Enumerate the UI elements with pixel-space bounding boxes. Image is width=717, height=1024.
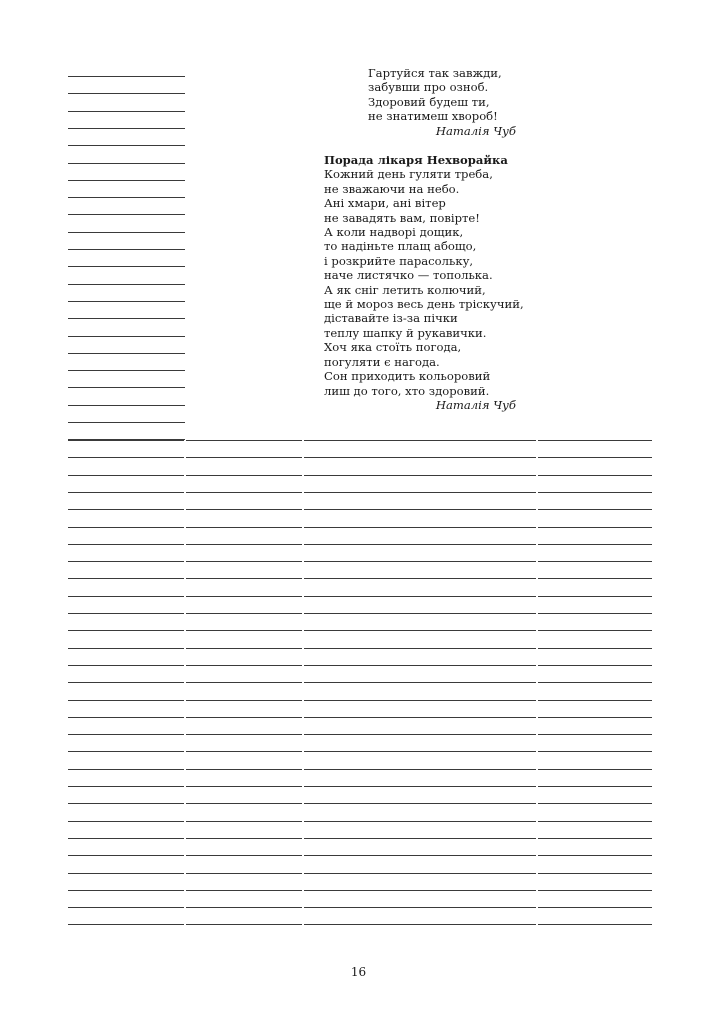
writing-line-segment <box>304 700 420 701</box>
writing-line-segment <box>186 890 302 891</box>
writing-line-segment <box>304 613 420 614</box>
writing-line <box>68 111 185 112</box>
poem-line: то надіньте плащ абощо, <box>324 239 477 254</box>
writing-line-segment <box>304 665 420 666</box>
writing-line-segment <box>538 821 652 822</box>
writing-line <box>68 284 185 285</box>
poem-title: Порада лікаря Нехворайка <box>324 153 508 167</box>
writing-line-segment <box>420 821 536 822</box>
writing-line-segment <box>186 475 302 476</box>
writing-line-segment <box>538 717 652 718</box>
writing-line-segment <box>420 734 536 735</box>
writing-line-segment <box>68 717 184 718</box>
poem-line: Ані хмари, ані вітер <box>324 196 446 211</box>
writing-line <box>68 336 185 337</box>
writing-line-segment <box>420 648 536 649</box>
writing-line-segment <box>420 527 536 528</box>
writing-line-segment <box>538 561 652 562</box>
writing-line-segment <box>68 907 184 908</box>
writing-line-segment <box>538 665 652 666</box>
writing-line-segment <box>538 803 652 804</box>
writing-line <box>68 405 185 406</box>
writing-line-segment <box>420 544 536 545</box>
writing-line-segment <box>186 596 302 597</box>
writing-line <box>68 214 185 215</box>
writing-line <box>68 266 185 267</box>
writing-line-segment <box>420 717 536 718</box>
writing-line-segment <box>186 544 302 545</box>
writing-line-segment <box>304 492 420 493</box>
writing-line-segment <box>420 924 536 925</box>
writing-line-segment <box>538 907 652 908</box>
writing-line-segment <box>304 734 420 735</box>
poem-author: Наталія Чуб <box>435 123 516 138</box>
writing-line-segment <box>186 527 302 528</box>
writing-line-segment <box>304 578 420 579</box>
writing-line-segment <box>420 475 536 476</box>
writing-line-segment <box>538 751 652 752</box>
poem-line: А коли надворі дощик, <box>324 225 464 240</box>
writing-line-segment <box>538 924 652 925</box>
writing-line-segment <box>420 596 536 597</box>
writing-line-segment <box>420 578 536 579</box>
writing-line-segment <box>304 855 420 856</box>
writing-line-segment <box>186 734 302 735</box>
writing-line <box>68 422 185 423</box>
writing-line-segment <box>68 924 184 925</box>
writing-line-segment <box>68 734 184 735</box>
writing-line-segment <box>304 527 420 528</box>
poem-line: погуляти є нагода. <box>324 354 440 369</box>
writing-line-segment <box>186 648 302 649</box>
writing-line-segment <box>420 509 536 510</box>
writing-line-segment <box>304 682 420 683</box>
writing-line-segment <box>186 838 302 839</box>
writing-line-segment <box>538 838 652 839</box>
writing-line-segment <box>304 838 420 839</box>
writing-line-segment <box>420 457 536 458</box>
writing-line-segment <box>304 873 420 874</box>
writing-line-segment <box>68 578 184 579</box>
poem-line: діставайте із-за пічки <box>324 311 458 326</box>
writing-line <box>68 387 185 388</box>
writing-line-segment <box>68 440 184 441</box>
poem-line: лиш до того, хто здоровий. <box>324 383 490 398</box>
writing-line <box>68 370 185 371</box>
writing-line-segment <box>538 700 652 701</box>
writing-line-segment <box>68 561 184 562</box>
writing-line-segment <box>186 751 302 752</box>
writing-line <box>68 76 185 77</box>
writing-line-segment <box>68 855 184 856</box>
writing-line-segment <box>304 475 420 476</box>
writing-line-segment <box>68 475 184 476</box>
poem-line: Гартуйся так завжди, <box>368 66 502 80</box>
writing-line-segment <box>304 769 420 770</box>
writing-line-segment <box>538 527 652 528</box>
writing-line-segment <box>538 890 652 891</box>
writing-line-segment <box>538 613 652 614</box>
writing-line <box>68 353 185 354</box>
writing-line-segment <box>304 786 420 787</box>
poem-line: забувши про озноб. <box>368 80 489 95</box>
writing-line <box>68 249 185 250</box>
writing-line-segment <box>538 578 652 579</box>
writing-line-segment <box>186 509 302 510</box>
poem-line: не завадять вам, повірте! <box>324 210 480 225</box>
writing-line-segment <box>420 838 536 839</box>
writing-line-segment <box>420 855 536 856</box>
writing-line-segment <box>186 665 302 666</box>
poem-hardening <box>368 66 516 138</box>
writing-line-segment <box>538 475 652 476</box>
writing-line-segment <box>420 613 536 614</box>
writing-line-segment <box>186 717 302 718</box>
writing-line-segment <box>186 769 302 770</box>
writing-line-segment <box>68 492 184 493</box>
writing-line-segment <box>538 492 652 493</box>
writing-line-segment <box>68 630 184 631</box>
writing-line-segment <box>420 751 536 752</box>
writing-line-segment <box>68 682 184 683</box>
writing-line-segment <box>68 613 184 614</box>
writing-line-segment <box>68 544 184 545</box>
writing-line <box>68 301 185 302</box>
writing-line-segment <box>68 803 184 804</box>
writing-line-segment <box>420 907 536 908</box>
writing-line-segment <box>304 630 420 631</box>
writing-line-segment <box>538 769 652 770</box>
writing-line-segment <box>538 734 652 735</box>
writing-line-segment <box>186 492 302 493</box>
writing-line-segment <box>186 855 302 856</box>
writing-line-segment <box>420 682 536 683</box>
writing-line-segment <box>304 440 420 441</box>
writing-line-segment <box>304 907 420 908</box>
writing-line <box>68 93 185 94</box>
writing-line-segment <box>538 682 652 683</box>
writing-line <box>68 318 185 319</box>
writing-line-segment <box>420 700 536 701</box>
writing-line-segment <box>186 803 302 804</box>
poem-line: не зважаючи на небо. <box>324 181 460 196</box>
writing-line-segment <box>186 924 302 925</box>
writing-line-segment <box>186 873 302 874</box>
writing-line-segment <box>304 717 420 718</box>
writing-line-segment <box>68 769 184 770</box>
poem-line: не знатимеш хвороб! <box>368 109 498 124</box>
poem-doctor-advice <box>324 153 524 412</box>
writing-line-segment <box>304 509 420 510</box>
writing-line-segment <box>304 561 420 562</box>
writing-line-segment <box>538 873 652 874</box>
writing-line-segment <box>304 803 420 804</box>
writing-line-segment <box>304 821 420 822</box>
writing-line-segment <box>186 786 302 787</box>
writing-line <box>68 163 185 164</box>
writing-line-segment <box>68 873 184 874</box>
writing-line-segment <box>68 700 184 701</box>
writing-line-segment <box>538 440 652 441</box>
writing-line <box>68 232 185 233</box>
writing-line-segment <box>304 457 420 458</box>
writing-line <box>68 128 185 129</box>
writing-line-segment <box>304 596 420 597</box>
writing-line-segment <box>420 786 536 787</box>
writing-line-segment <box>538 630 652 631</box>
writing-line-segment <box>68 509 184 510</box>
writing-line-segment <box>538 855 652 856</box>
writing-line-segment <box>68 838 184 839</box>
writing-line-segment <box>420 873 536 874</box>
writing-line-segment <box>68 527 184 528</box>
page-number: 16 <box>350 965 367 979</box>
poem-author: Наталія Чуб <box>435 397 516 412</box>
writing-line-segment <box>68 596 184 597</box>
writing-line-segment <box>186 561 302 562</box>
writing-line <box>68 197 185 198</box>
writing-line-segment <box>304 544 420 545</box>
writing-line-segment <box>68 821 184 822</box>
poem-line: Сон приходить кольоровий <box>324 369 491 384</box>
writing-line <box>68 180 185 181</box>
writing-line-segment <box>538 457 652 458</box>
poem-line: наче листячко — тополька. <box>324 268 493 283</box>
poem-line: теплу шапку й рукавички. <box>324 325 487 340</box>
poem-line: ще й мороз весь день тріскучий, <box>324 297 524 312</box>
writing-line-segment <box>420 665 536 666</box>
writing-line-segment <box>68 665 184 666</box>
poem-line: Здоровий будеш ти, <box>368 94 490 109</box>
writing-line-segment <box>420 630 536 631</box>
writing-line-segment <box>68 457 184 458</box>
writing-line-segment <box>538 544 652 545</box>
writing-line-segment <box>420 561 536 562</box>
writing-line-segment <box>538 786 652 787</box>
writing-line-segment <box>186 821 302 822</box>
poem-line: і розкрийте парасольку, <box>324 253 474 268</box>
writing-line-segment <box>186 907 302 908</box>
writing-line-segment <box>538 648 652 649</box>
writing-line-segment <box>420 769 536 770</box>
writing-line-segment <box>186 613 302 614</box>
writing-line-segment <box>186 630 302 631</box>
writing-line-segment <box>186 440 302 441</box>
writing-line-segment <box>186 682 302 683</box>
writing-line-segment <box>538 596 652 597</box>
writing-line-segment <box>538 509 652 510</box>
writing-line-segment <box>186 700 302 701</box>
poem-line: Кожний день гуляти треба, <box>324 167 493 182</box>
poem-line: Хоч яка стоїть погода, <box>324 340 462 355</box>
writing-line-segment <box>68 786 184 787</box>
writing-line-segment <box>186 578 302 579</box>
writing-line-segment <box>304 890 420 891</box>
writing-line-segment <box>304 924 420 925</box>
writing-line-segment <box>420 492 536 493</box>
writing-line-segment <box>186 457 302 458</box>
writing-line <box>68 145 185 146</box>
writing-line-segment <box>68 648 184 649</box>
writing-line-segment <box>420 803 536 804</box>
writing-line-segment <box>304 751 420 752</box>
writing-line-segment <box>68 751 184 752</box>
writing-line-segment <box>68 890 184 891</box>
poem-line: А як сніг летить колючий, <box>324 282 486 297</box>
writing-line-segment <box>304 648 420 649</box>
writing-line-segment <box>420 890 536 891</box>
writing-line-segment <box>420 440 536 441</box>
